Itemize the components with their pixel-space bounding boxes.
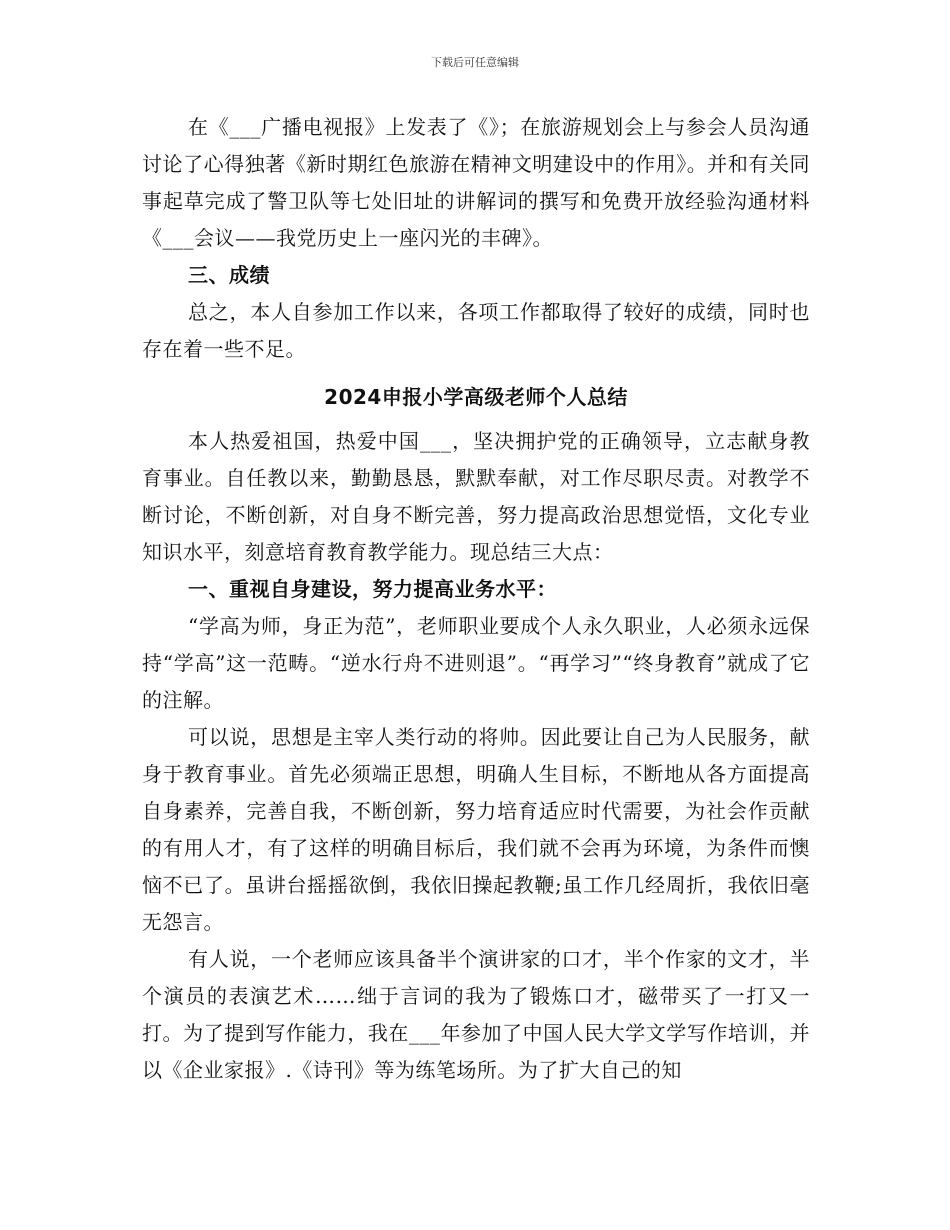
page-header: 下载后可任意编辑: [431, 56, 519, 69]
paragraph: 可以说，思想是主宰人类行动的将帅。因此要让自己为人民服务，献身于教育事业。首先必须端正思想，明确人生目标，不断地从各方面提高自身素养，完善自我，不断创新，努力培育适应时代需要，为社会作贡献的有用人才，有了这样的明确目标后，我们就不会再为环境，为条件而懊恼不已了。虽讲台摇摇欲倒，我依旧操起教鞭;虽工作几经周折，我依旧毫无怨言。: [142, 725, 810, 934]
document-body: [142, 109, 810, 1089]
section-heading-self-building: 一、重视自身建设，努力提高业务水平：: [188, 577, 557, 601]
paragraph: 在《___广播电视报》上发表了《》；在旅游规划会上与参会人员沟通讨论了心得独著《新时期红色旅游在精神文明建设中的作用》。并和有关同事起草完成了警卫队等七处旧址的讲解词的撰写和免费开放经验沟通材料《___会议——我党历史上一座闪光的丰碑》。: [142, 115, 810, 250]
paragraph: 本人热爱祖国，热爱中国___，坚决拥护党的正确领导，立志献身教育事业。自任教以来，勤勤恳恳，默默奉献，对工作尽职尽责。对教学不断讨论，不断创新，对自身不断完善，努力提高政治思想觉悟，文化专业知识水平，刻意培育教育教学能力。现总结三大点：: [142, 429, 810, 564]
paragraph: “学高为师，身正为范”，老师职业要成个人永久职业，人必须永远保持“学高”这一范畴。“逆水行舟不进则退”。“再学习”“终身教育”就成了它的注解。: [142, 614, 810, 712]
paragraph: 有人说，一个老师应该具备半个演讲家的口才，半个作家的文才，半个演员的表演艺术……绌于言词的我为了锻炼口才，磁带买了一打又一打。为了提到写作能力，我在___年参加了中国人民大学文学写作培训，并以《企业家报》.《诗刊》等为练笔场所。为了扩大自己的知: [142, 947, 810, 1082]
section-heading-achievements: 三、成绩: [188, 263, 270, 287]
document-title: 2024申报小学高级老师个人总结: [324, 385, 628, 409]
paragraph: 总之，本人自参加工作以来，各项工作都取得了较好的成绩，同时也存在着一些不足。: [142, 300, 810, 361]
